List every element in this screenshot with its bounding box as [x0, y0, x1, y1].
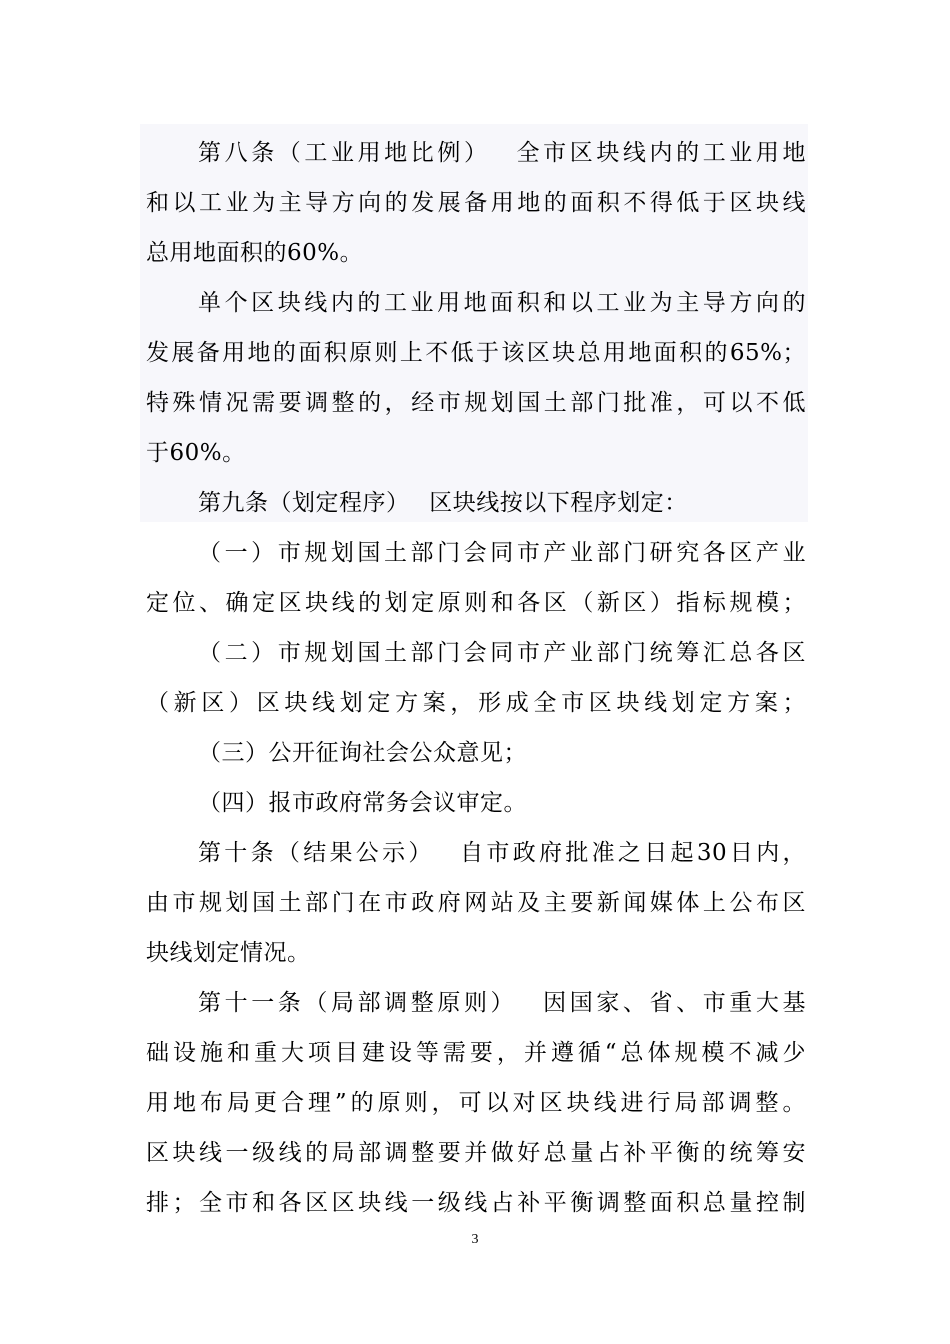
text-line: 定位、确定区块线的划定原则和各区（新区）指标规模； — [146, 590, 806, 616]
text-line: 总用地面积的60%。 — [146, 240, 364, 266]
text-line: 发展备用地的面积原则上不低于该区块总用地面积的65%； — [146, 340, 806, 366]
text-line: 单个区块线内的工业用地面积和以工业为主导方向的 — [198, 290, 806, 316]
text-line: 块线划定情况。 — [146, 940, 311, 966]
text-line: （四）报市政府常务会议审定。 — [198, 790, 527, 816]
text-line: 由市规划国土部门在市政府网站及主要新闻媒体上公布区 — [146, 890, 806, 916]
text-line: 于60%。 — [146, 440, 246, 466]
text-line: 第十条（结果公示） 自市政府批准之日起30日内， — [198, 840, 806, 866]
text-line: 特殊情况需要调整的，经市规划国土部门批准，可以不低 — [146, 390, 806, 416]
page-number: 3 — [471, 1232, 479, 1247]
text-line: 区块线一级线的局部调整要并做好总量占补平衡的统筹安 — [146, 1140, 806, 1166]
text-line: 础设施和重大项目建设等需要，并遵循“总体规模不减少 — [146, 1040, 806, 1066]
text-line: 用地布局更合理”的原则，可以对区块线进行局部调整。 — [146, 1090, 806, 1116]
text-line: 和以工业为主导方向的发展备用地的面积不得低于区块线 — [146, 190, 806, 216]
text-line: （新区）区块线划定方案，形成全市区块线划定方案； — [146, 690, 806, 716]
text-line: 排；全市和各区区块线一级线占补平衡调整面积总量控制 — [146, 1190, 806, 1216]
text-line: （二）市规划国土部门会同市产业部门统筹汇总各区 — [198, 640, 806, 666]
text-line: （三）公开征询社会公众意见； — [198, 740, 527, 766]
text-line: 第九条（划定程序） 区块线按以下程序划定： — [198, 490, 688, 516]
text-line: 第十一条（局部调整原则） 因国家、省、市重大基 — [198, 990, 806, 1016]
text-line: （一）市规划国土部门会同市产业部门研究各区产业 — [198, 540, 806, 566]
text-line: 第八条（工业用地比例） 全市区块线内的工业用地 — [198, 140, 806, 166]
